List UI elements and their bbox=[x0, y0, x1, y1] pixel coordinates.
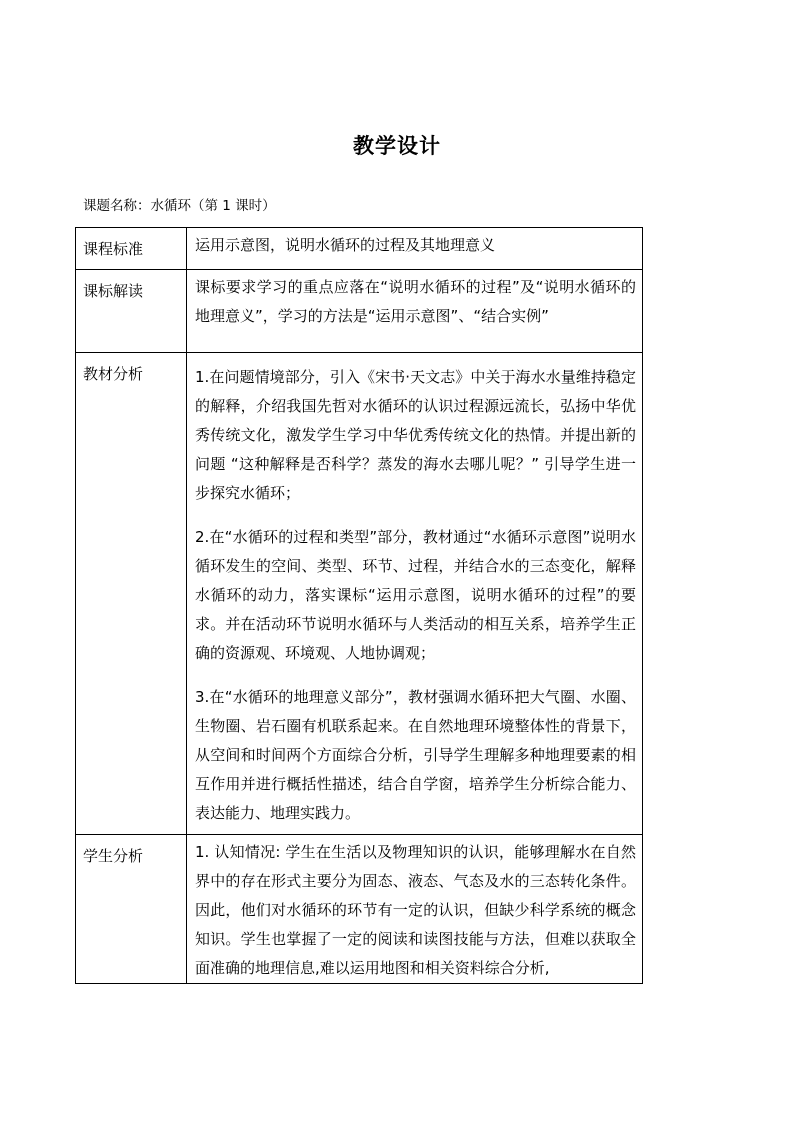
lesson-design-table bbox=[75, 227, 643, 984]
row-content bbox=[187, 270, 643, 353]
content-paragraph: 3.在“水循环的地理意义部分”，教材强调水循环把大气圈、水圈、生物圈、岩石圈有机联系起来。在自然地理环境整体性的背景下，从空间和时间两个方面综合分析，引导学生理解多种地理要素的相互作用并进行概括性描述，结合自学窗，培养学生分析综合能力、表达能力、地理实践力。 bbox=[195, 688, 636, 822]
content-paragraph: 2.在“水循环的过程和类型”部分，教材通过“水循环示意图”说明水循环发生的空间、类型、环节、过程，并结合水的三态变化，解释水循环的动力，落实课标“运用示意图，说明水循环的过程”的要求。并在活动环节说明水循环与人类活动的相互关系，培养学生正确的资源观、环境观、人地协调观； bbox=[195, 528, 636, 662]
content-paragraph: 1. 认知情况: 学生在生活以及物理知识的认识，能够理解水在自然界中的存在形式主要分为固态、液态、气态及水的三态转化条件。因此，他们对水循环的环节有一定的认识，但缺少科学系统的概念知识。学生也掌握了一定的阅读和读图技能与方法，但难以获取全面准确的地理信息,难以运用地图和相关资料综合分析, bbox=[195, 843, 636, 977]
table-row-textbook-analysis bbox=[76, 353, 643, 835]
table-row-curriculum-standard bbox=[76, 228, 643, 270]
course-name: 课题名称：水循环（第 1 课时） bbox=[83, 198, 276, 214]
row-label: 学生分析 bbox=[76, 835, 187, 984]
content-paragraph: 课标要求学习的重点应落在“说明水循环的过程”及“说明水循环的地理意义”，学习的方法是“运用示意图”、“结合实例” bbox=[195, 278, 636, 325]
row-label: 课标解读 bbox=[76, 270, 187, 353]
content-paragraph: 运用示意图，说明水循环的过程及其地理意义 bbox=[195, 236, 496, 254]
row-content bbox=[187, 353, 643, 835]
row-content bbox=[187, 228, 643, 270]
content-paragraph: 1.在问题情境部分，引入《宋书·天文志》中关于海水水量维持稳定的解释，介绍我国先哲对水循环的认识过程源远流长，弘扬中华优秀传统文化，激发学生学习中华优秀传统文化的热情。并提出新的问题 “这种解释是否科学？蒸发的海水去哪儿呢？” 引导学生进一步探究水循环； bbox=[195, 368, 636, 502]
row-label: 课程标准 bbox=[76, 228, 187, 270]
table-row-standard-interpretation bbox=[76, 270, 643, 353]
page-title: 教学设计 bbox=[353, 134, 441, 158]
row-label: 教材分析 bbox=[76, 353, 187, 835]
table-row-student-analysis bbox=[76, 835, 643, 984]
row-content bbox=[187, 835, 643, 984]
